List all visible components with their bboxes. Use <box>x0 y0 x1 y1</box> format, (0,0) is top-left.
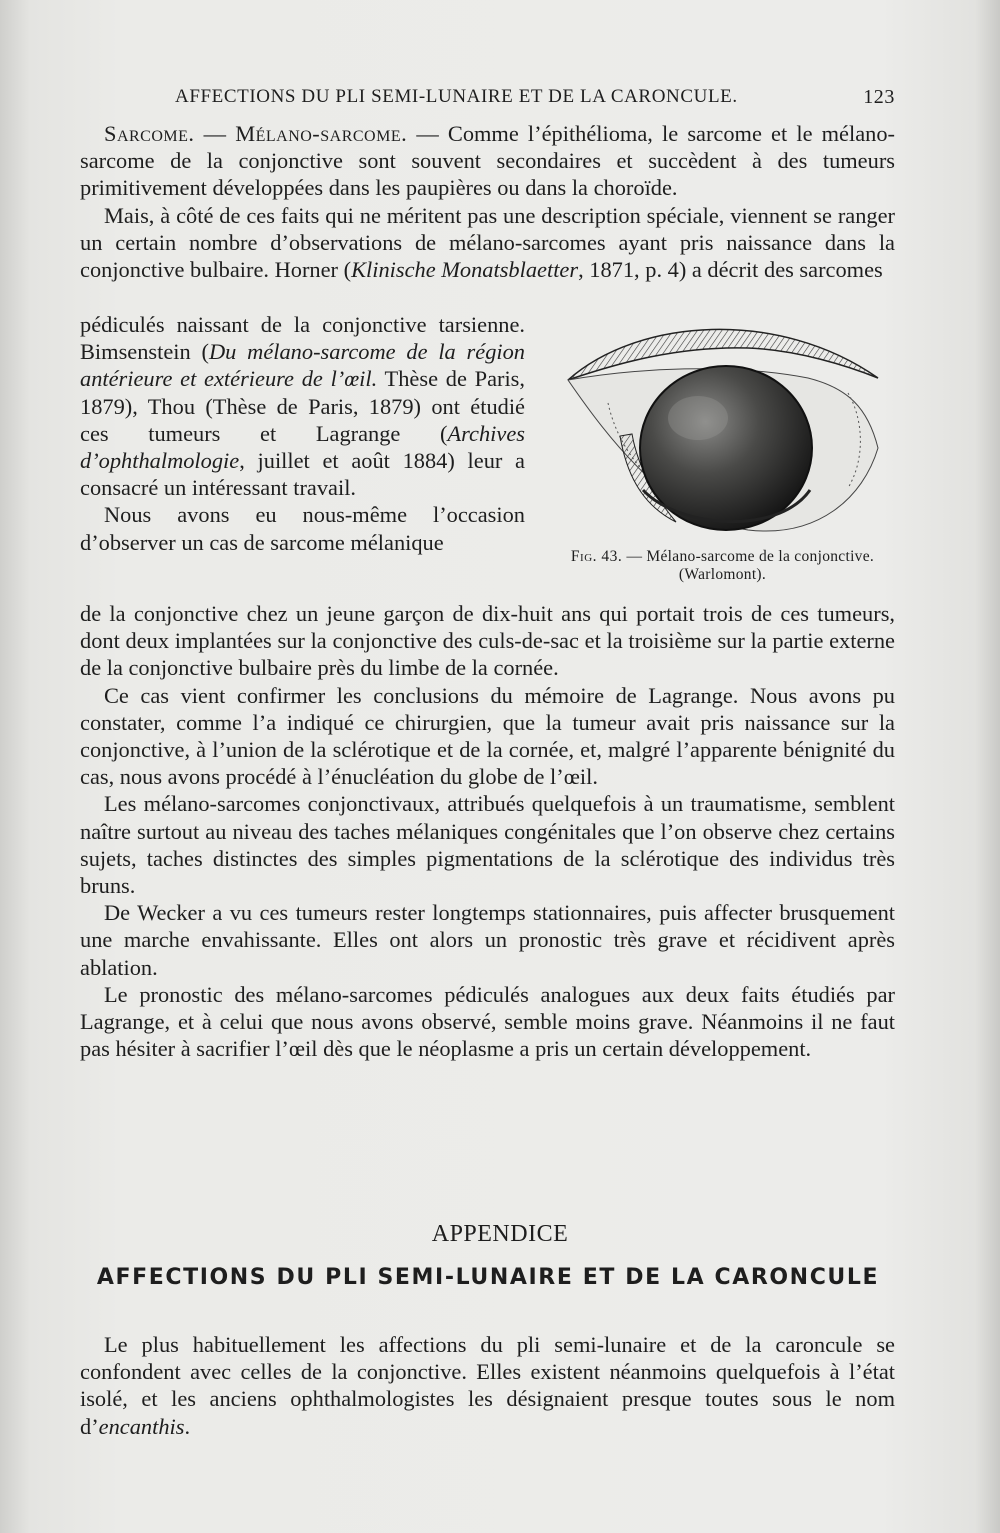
main-body <box>80 600 895 1062</box>
run-in-heading-melano: Mélano-sarcome. <box>235 121 408 146</box>
dash: — <box>194 121 236 146</box>
paragraph-text: . <box>184 1413 191 1439</box>
citation-italic: Klinische Monatsblaetter <box>351 257 579 283</box>
paragraph-text: , juillet et août 1884) leur a consacré un intéressant travail. <box>80 448 525 501</box>
section-heading: AFFECTIONS DU PLI SEMI-LUNAIRE ET DE LA CARONCULE <box>96 1265 880 1290</box>
appendix-heading: APPENDICE <box>431 1221 569 1247</box>
running-header <box>175 86 895 116</box>
paragraph-text: Mais, à côté de ces faits qui ne méritent pas une description spéciale, viennent se ranger un certain nombre d’observations de mélano-sarcomes ayant pris naissance dans la conjonctive bulbaire. Horner ( <box>80 202 895 283</box>
page-number: 123 <box>863 86 895 108</box>
figure-label: Fig. 43. <box>570 548 623 565</box>
paragraph-text: Thèse de Paris, 1879), Thou (Thèse de Paris, 1879) ont étudié ces tumeurs et Lagrange ( <box>80 366 525 446</box>
paragraph-text: pédiculés naissant de la conjonctive tarsienne. Bimsenstein ( <box>80 312 525 365</box>
term-italic: encanthis <box>98 1413 185 1439</box>
eye-engraving-figure <box>548 308 898 544</box>
paragraph-text: — Comme l’épithélioma, le sarcome et le mélano-sarcome de la conjonctive sont souvent secondaires et succèdent à des tumeurs primitivement développées dans les paupières ou dans la choroïde. <box>80 121 895 201</box>
paragraph-text: Le plus habituellement les affections du pli semi-lunaire et de la caroncule se confondent avec celles de la conjonctive. Elles existent néanmoins quelquefois à l’état isolé, et les anciens ophthalmologistes les désignaient presque toutes sous le nom d’ <box>80 1332 895 1439</box>
citation-italic: Du mélano-sarcome de la région antérieure et extérieure de l’œil. <box>80 339 526 392</box>
appendix-body <box>80 1331 895 1440</box>
paragraph-observation: Nous avons eu nous-même l’occasion d’observer un cas de sarcome mélanique <box>80 502 525 555</box>
paragraph-case: de la conjonctive chez un jeune garçon de dix-huit ans qui portait trois de ces tumeurs, dont deux implantées sur la conjonctive des culs-de-sac et la troisième sur la partie externe de la conjonctive bulbaire près du limbe de la cornée. <box>80 601 895 681</box>
paragraph-horner <box>80 202 895 284</box>
paragraph-lagrange: Ce cas vient confirmer les conclusions du mémoire de Lagrange. Nous avons pu constater, comme l’a indiqué ce chirurgien, que la tumeur avait pris naissance sur la conjonctive, à l’union de la sclérotique et de la cornée, et, malgré l’apparente bénignité du cas, nous avons procédé à l’énucléation du globe de l’œil. <box>80 682 895 790</box>
figure-caption-text: — Mélano-sarcome de la conjonctive. <box>622 548 875 565</box>
paragraph-appendix <box>80 1331 895 1440</box>
wrapped-text-column <box>80 311 525 556</box>
run-in-heading-sarcome: Sarcome. <box>104 121 195 146</box>
opening-section <box>80 120 895 283</box>
figure-caption <box>545 548 900 584</box>
paragraph-prognosis: Le pronostic des mélano-sarcomes pédiculés analogues aux deux faits étudiés par Lagrange, et à celui que nous avons observé, semble moins grave. Néanmoins il ne faut pas hésiter à sacrifier l’œil dès que le néoplasme a pris un certain développement. <box>80 981 895 1062</box>
running-title: AFFECTIONS DU PLI SEMI-LUNAIRE ET DE LA CARONCULE. <box>175 86 738 107</box>
paragraph-congenital: Les mélano-sarcomes conjonctivaux, attribués quelquefois à un traumatisme, semblent naître surtout au niveau des taches mélaniques congénitales que l’on observe chez certains sujets, taches distinctes des simples pigmentations de la sclérotique des individus très bruns. <box>80 791 895 899</box>
paragraph-wecker: De Wecker a vu ces tumeurs rester longtemps stationnaires, puis affecter brusquement une marche envahissante. Elles ont alors un pronostic très grave et récidivent après ablation. <box>80 900 895 980</box>
paragraph-text: , 1871, p. 4) a décrit des sarcomes <box>578 257 883 283</box>
citation-italic: Archives d’ophthalmologie <box>80 420 525 474</box>
paragraph-continued <box>80 311 525 501</box>
paragraph-sarcome <box>80 120 895 202</box>
figure-credit: (Warlomont). <box>678 566 767 583</box>
